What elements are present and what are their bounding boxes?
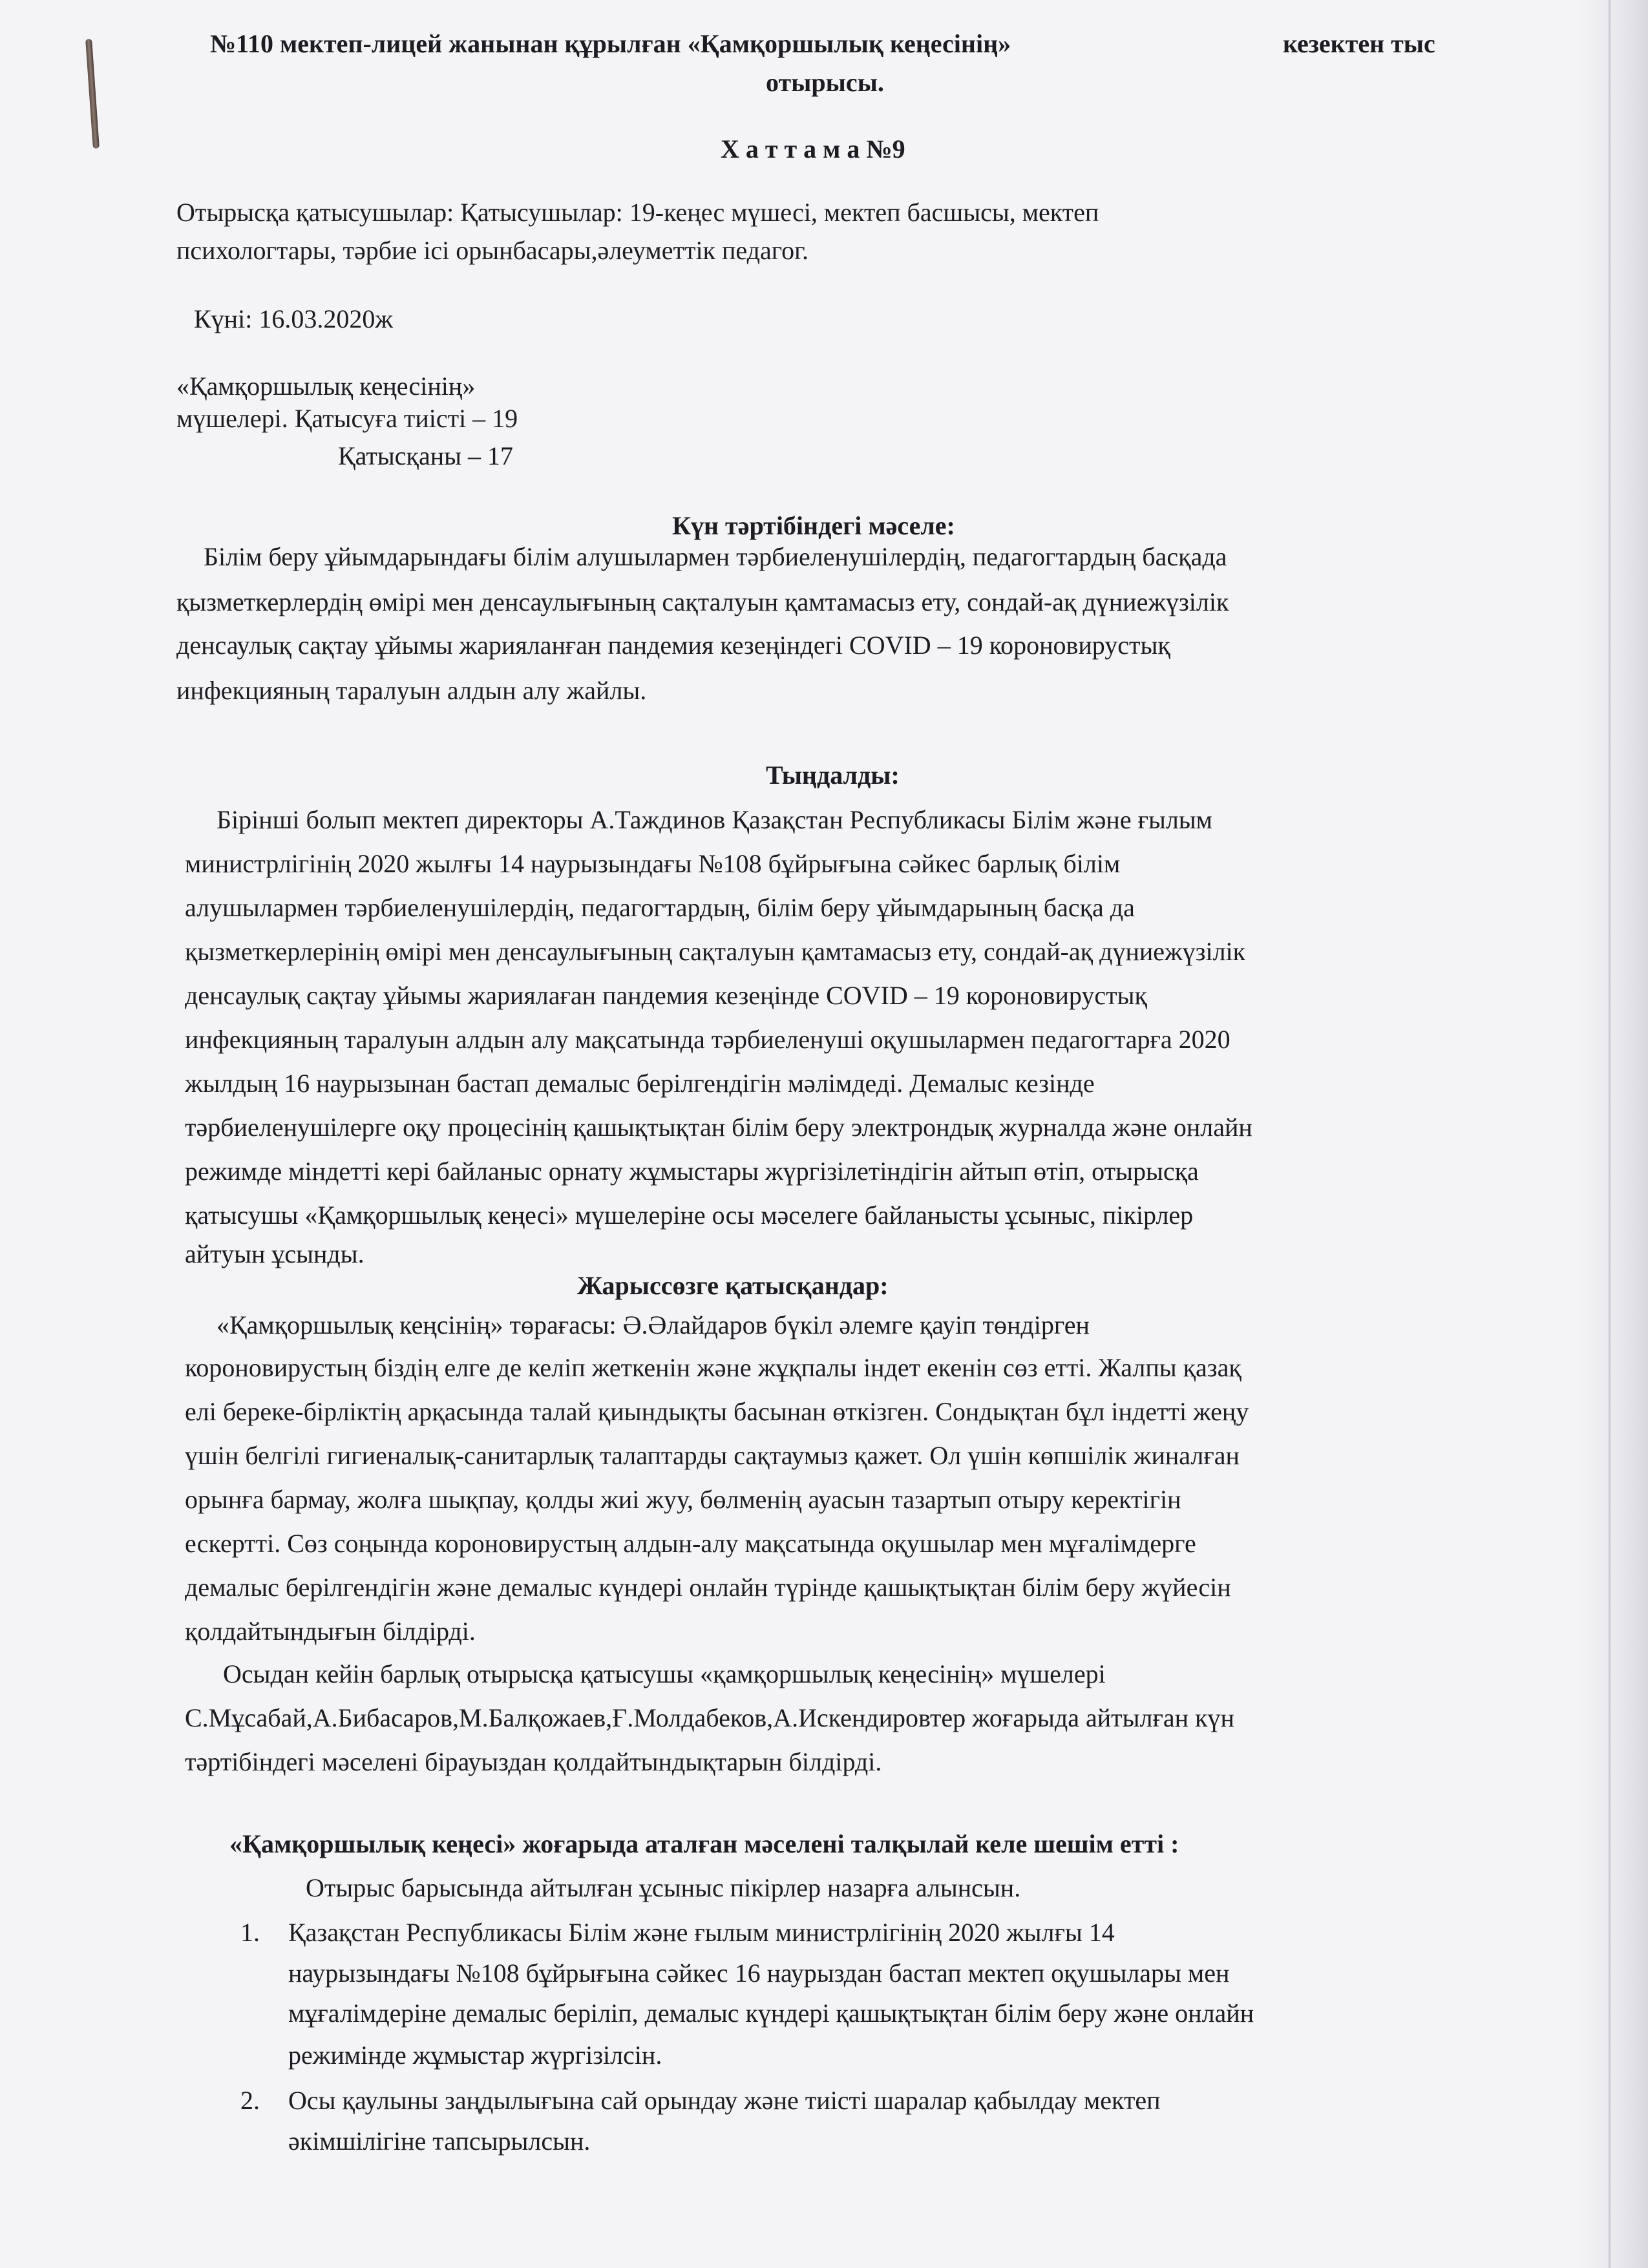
listened-line: Бірінші болып мектеп директоры А.Таждинов Қазақстан Республикасы Білім және ғылым [217, 805, 1212, 834]
listened-line: алушылармен тәрбиеленушілердің, педагогтардың, білім беру ұйымдарының басқа да [185, 893, 1135, 922]
debate-line: үшін белгілі гигиеналық-санитарлық талаптарды сақтаумыз қажет. Ол үшін көпшілік жиналған [185, 1441, 1240, 1470]
decision-item-number: 2. [240, 2086, 260, 2115]
participants-line-1: Отырысқа қатысушылар: Қатысушылар: 19-кеңес мүшесі, мектеп басшысы, мектеп [176, 198, 1099, 227]
debate-line: демалыс берілгендігін және демалыс күндері онлайн түрінде қашықтықтан білім беру жүйесін [185, 1573, 1231, 1602]
debate-line: тәртібіндегі мәселені бірауыздан қолдайтындықтарын білдірді. [185, 1747, 882, 1776]
listened-line: жылдың 16 наурызынан бастап демалыс берілгендігін мәлімдеді. Демалыс кезінде [185, 1069, 1095, 1098]
listened-line: режимде міндетті кері байланыс орнату жұмыстары жүргізілетіндігін айтып өтіп, отырысқа [185, 1157, 1199, 1186]
participants-line-2: психологтары, тәрбие ісі орынбасары,әлеуметтік педагог. [176, 236, 809, 265]
decision-item-number: 1. [240, 1918, 260, 1947]
agenda-line: Білім беру ұйымдарындағы білім алушылармен тәрбиеленушілердің, педагогтардың басқада [204, 542, 1227, 571]
decision-item-line: режимінде жұмыстар жүргізілсін. [288, 2041, 662, 2070]
listened-line: тәрбиеленушілерге оқу процесінің қашықтықтан білім беру электрондық журналда және онлайн [185, 1113, 1252, 1142]
debate-heading: Жарыссөзге қатысқандар: [577, 1271, 889, 1300]
title-line-1-tail: кезектен тыс [1283, 29, 1435, 58]
meeting-date: Күні: 16.03.2020ж [194, 304, 393, 333]
debate-line: С.Мұсабай,А.Бибасаров,М.Балқожаев,Ғ.Молдабеков,А.Искендировтер жоғарыда айтылған күн [185, 1703, 1234, 1732]
council-line-2: мүшелері. Қатысуға тиісті – 19 [176, 404, 518, 433]
title-line-2: отырысы. [766, 68, 884, 97]
decision-item-line: Қазақстан Республикасы Білім және ғылым министрлігінің 2020 жылғы 14 [288, 1918, 1115, 1947]
decision-item-line: Осы қаулыны заңдылығына сай орындау және тиісті шаралар қабылдау мектеп [288, 2086, 1161, 2115]
debate-line: елі береке-бірліктің арқасында талай қиындықты басынан өткізген. Сондықтан бұл індетті жеңу [185, 1397, 1249, 1426]
council-line-1: «Қамқоршылық кеңесінің» [176, 372, 476, 401]
listened-heading: Тыңдалды: [766, 761, 900, 790]
decision-item-line: наурызындағы №108 бұйрығына сәйкес 16 наурыздан бастап мектеп оқушылары мен [288, 1958, 1230, 1988]
decision-item-line: әкімшілігіне тапсырылсын. [288, 2126, 591, 2156]
listened-line: қатысушы «Қамқоршылық кеңесі» мүшелеріне осы мәселеге байланысты ұсыныс, пікірлер [185, 1201, 1194, 1230]
page-edge-line [1609, 0, 1611, 2268]
agenda-line: денсаулық сақтау ұйымы жарияланған пандемия кезеңіндегі COVID – 19 короновирустық [176, 631, 1170, 660]
decision-intro: Отырыс барысында айтылған ұсыныс пікірлер назарға алынсын. [306, 1873, 1021, 1902]
agenda-line: инфекцияның таралуын алдын алу жайлы. [176, 676, 647, 705]
debate-line: «Қамқоршылық кеңсінің» төрағасы: Ә.Әлайдаров бүкіл әлемге қауіп төндірген [217, 1310, 1090, 1339]
title-line-1: №110 мектеп-лицей жанынан құрылған «Қамқоршылық кеңесінің» [210, 29, 1011, 58]
listened-line: инфекцияның таралуын алдын алу мақсатында тәрбиеленуші оқушылармен педагогтарға 2020 [185, 1025, 1231, 1054]
council-line-3: Қатысқаны – 17 [338, 441, 513, 470]
agenda-heading: Күн тәртібіндегі мәселе: [672, 511, 955, 540]
decision-item-line: мұғалімдеріне демалыс беріліп, демалыс күндері қашықтықтан білім беру және онлайн [288, 1999, 1254, 2028]
protocol-number: Х а т т а м а №9 [721, 134, 905, 163]
agenda-line: қызметкерлердің өмірі мен денсаулығының сақталуын қамтамасыз ету, сондай-ақ дүниежүзілік [176, 587, 1229, 616]
debate-line: ескертті. Сөз соңында короновирустың алдын-алу мақсатында оқушылар мен мұғалімдерге [185, 1529, 1196, 1558]
debate-line: Осыдан кейін барлық отырысқа қатысушы «қамқоршылық кеңесінің» мүшелері [223, 1659, 1106, 1688]
listened-line: денсаулық сақтау ұйымы жариялаған пандемия кезеңінде COVID – 19 короновирустық [185, 981, 1147, 1010]
debate-line: орынға бармау, жолға шықпау, қолды жиі жуу, бөлменің ауасын тазартып отыру керектігін [185, 1485, 1181, 1514]
debate-line: короновирустың біздің елге де келіп жеткенін және жұқпалы індет екенін сөз етті. Жалпы қазақ [185, 1353, 1241, 1382]
debate-line: қолдайтындығын білдірді. [185, 1617, 476, 1646]
listened-line: қызметкерлерінің өмірі мен денсаулығының сақталуын қамтамасыз ету, сондай-ақ дүниежүзілік [185, 937, 1246, 966]
listened-line: айтуын ұсынды. [185, 1239, 364, 1268]
listened-line: министрлігінің 2020 жылғы 14 наурызындағы №108 бұйрығына сәйкес барлық білім [185, 849, 1121, 878]
page-edge-shadow [1577, 0, 1648, 2268]
decision-heading: «Қамқоршылық кеңесі» жоғарыда аталған мәселені талқылай келе шешім етті : [229, 1829, 1179, 1858]
